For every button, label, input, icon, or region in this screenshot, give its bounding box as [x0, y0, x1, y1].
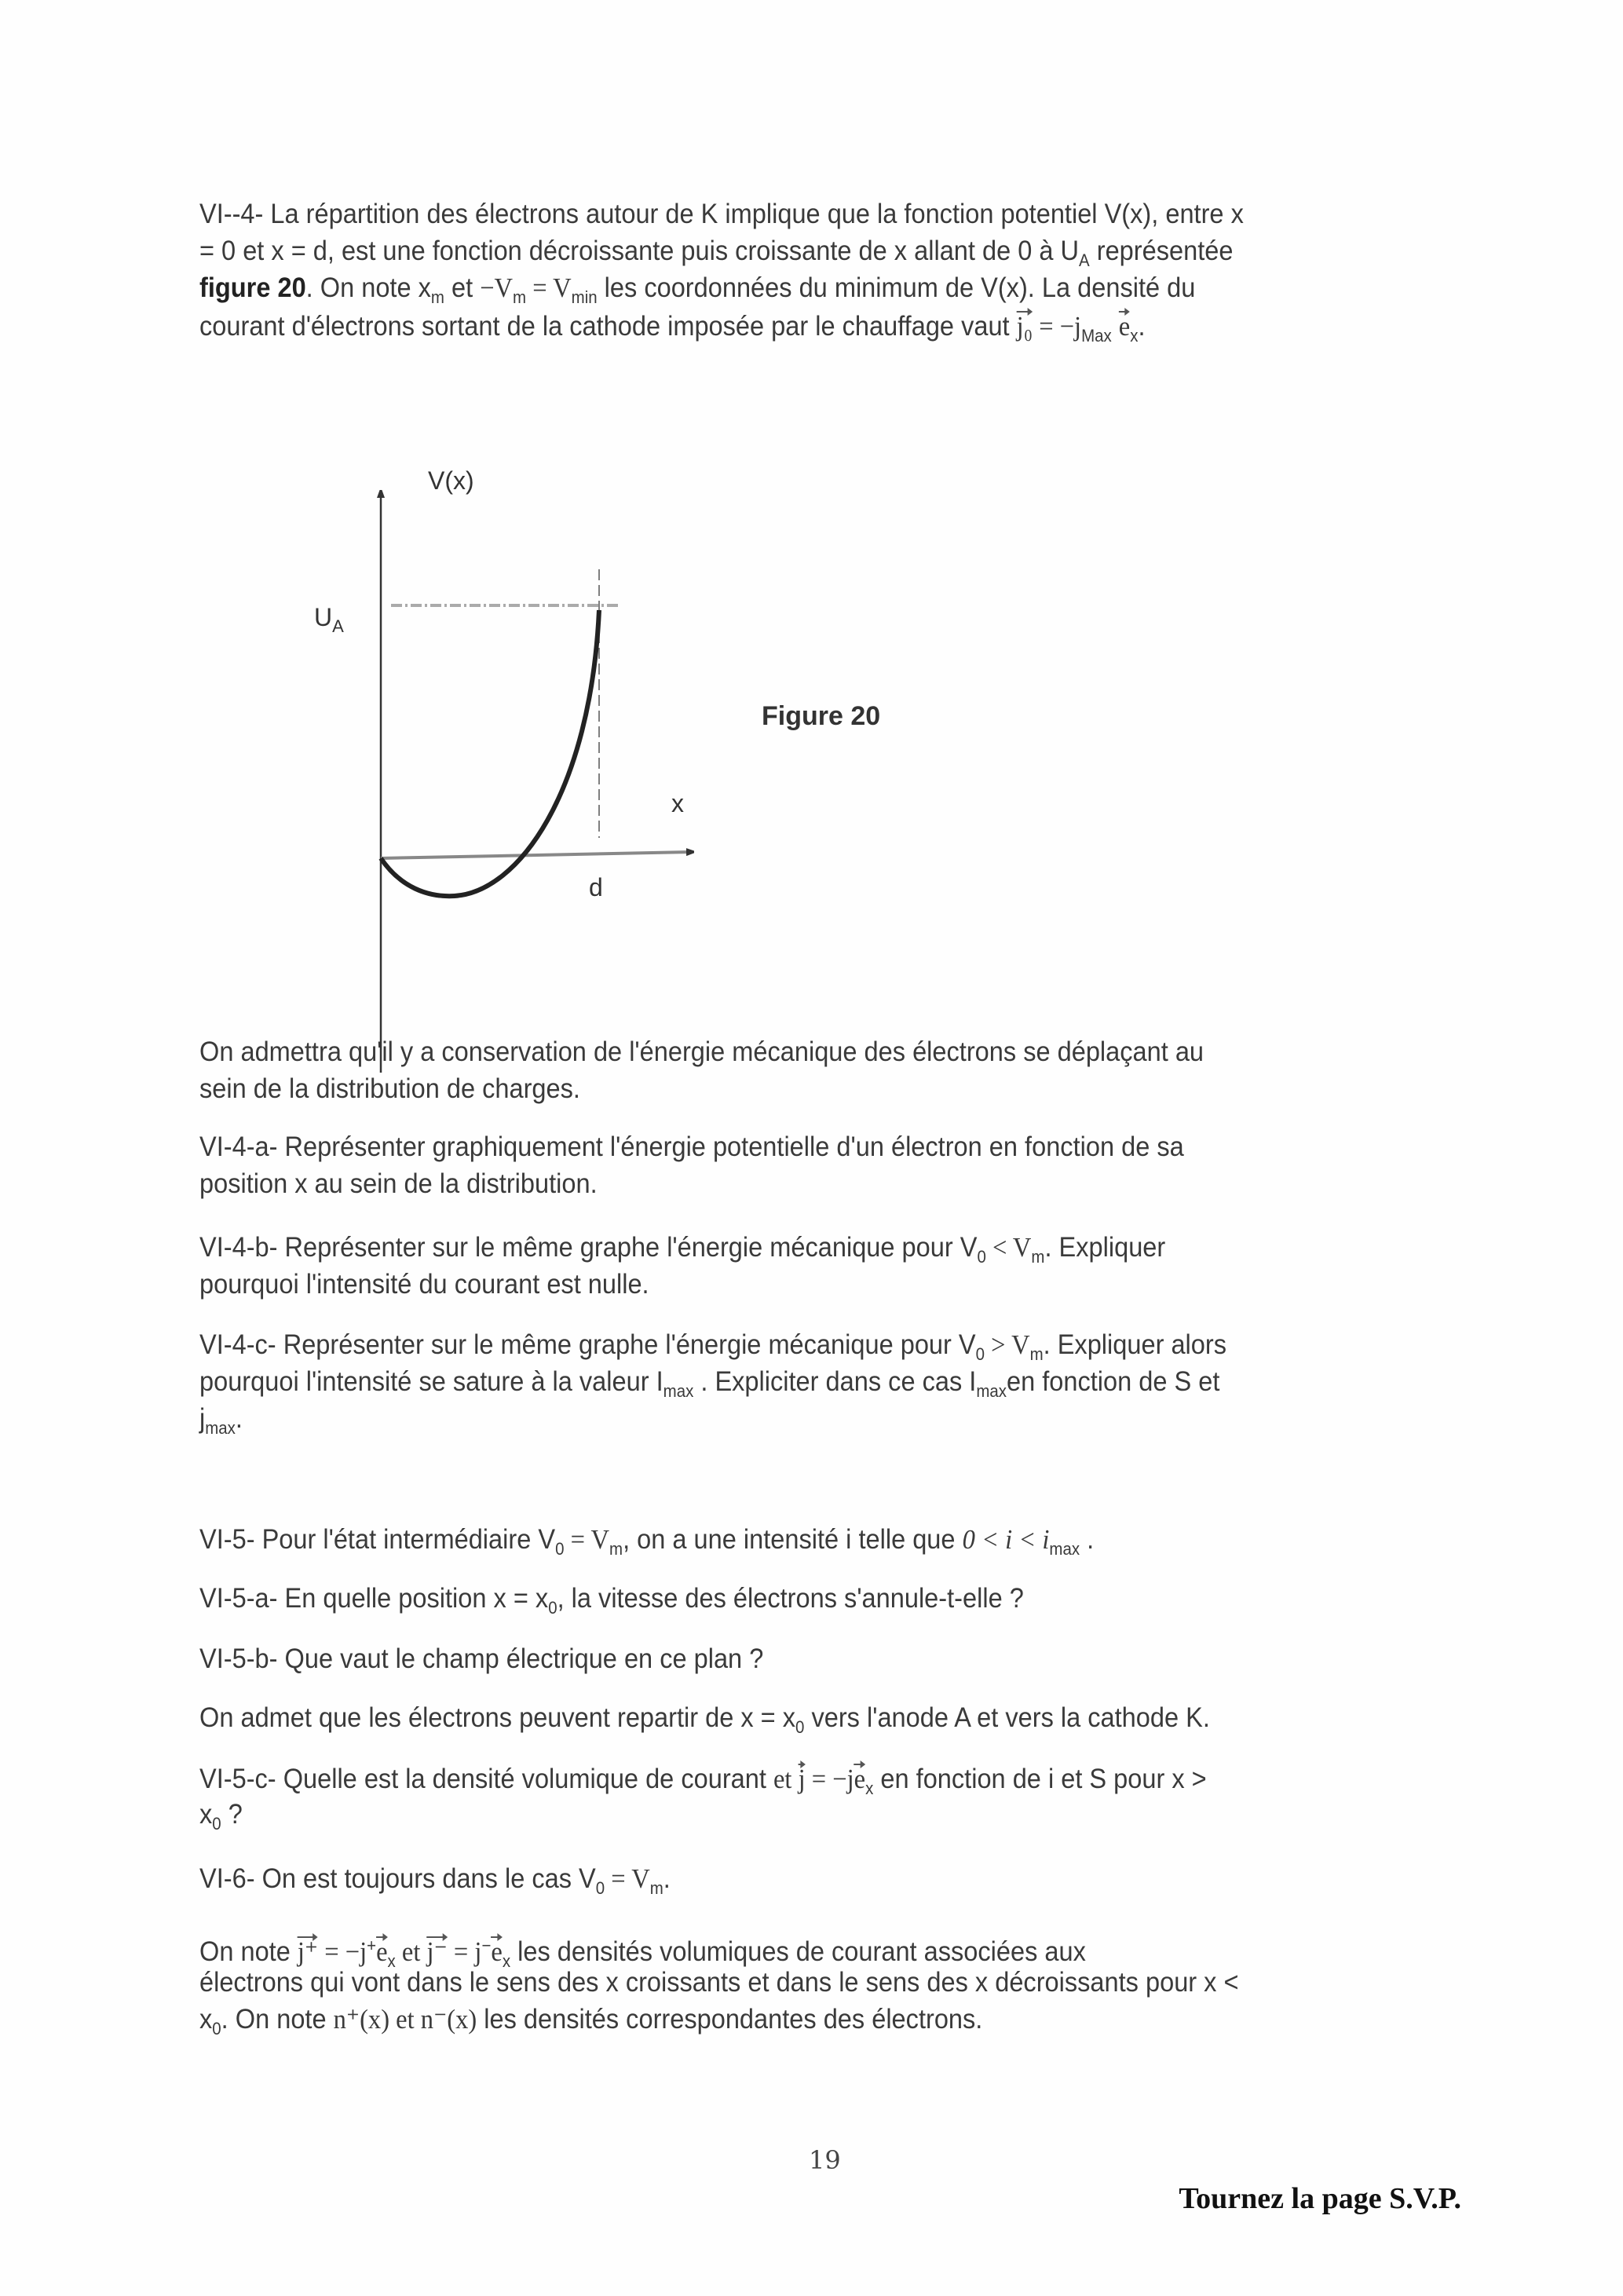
text-line [199, 2001, 1368, 2038]
text-segment: courant d'électrons sortant de la cathode imposée par le chauffage vaut [199, 311, 1017, 342]
text-segment: j [199, 1403, 206, 1434]
math-segment: = −j [1033, 311, 1082, 342]
subscript: max [1049, 1539, 1080, 1559]
subscript: min [571, 287, 598, 307]
paragraph-p8 [199, 1640, 1456, 1677]
d-label: d [589, 873, 603, 901]
subscript: max [976, 1381, 1007, 1401]
subscript: max [663, 1381, 694, 1401]
text-line [199, 1927, 1368, 1971]
text-segment: ? [221, 1799, 243, 1830]
subscript: 0 [548, 1598, 557, 1618]
text-segment: . [1080, 1524, 1095, 1555]
math-segment: 0 < i < i [962, 1524, 1050, 1555]
x-axis-label: x [671, 789, 684, 817]
paragraph-p1 [199, 196, 1456, 343]
text-segment: en fonction de i et S pour x > [873, 1764, 1207, 1794]
text-segment: On admettra qu'il y a conservation de l'énergie mécanique des électrons se déplaçant au [199, 1036, 1204, 1067]
paragraph-p9 [199, 1699, 1456, 1736]
vector-symbol: e [491, 1932, 502, 1970]
text-line [199, 1165, 1368, 1202]
text-segment: les densités volumiques de courant associées aux [510, 1936, 1086, 1967]
text-line [199, 269, 1368, 306]
text-segment: , on a une intensité i telle que [623, 1524, 963, 1555]
subscript: 0 [212, 2019, 221, 2038]
paragraph-p4 [199, 1229, 1456, 1303]
subscript: x [865, 1779, 874, 1798]
vector-symbol: j⁻ [427, 1932, 448, 1970]
ua-label [314, 603, 344, 637]
paragraph-p6 [199, 1521, 1456, 1558]
subscript: 0 [212, 1814, 221, 1834]
text-segment: VI-4-b- Représenter sur le même graphe l'énergie mécanique pour V [199, 1232, 978, 1263]
text-line [199, 1759, 1368, 1796]
text-segment: VI-6- On est toujours dans le cas V [199, 1863, 596, 1894]
paragraph-p5 [199, 1326, 1456, 1437]
text-line [199, 196, 1368, 232]
text-line [199, 1363, 1368, 1400]
text-segment: . Expliquer [1044, 1232, 1166, 1263]
vector-symbol: e [854, 1759, 865, 1797]
text-segment: . Expliciter dans ce cas I [693, 1366, 977, 1397]
math-segment: = j [447, 1936, 482, 1967]
text-segment: pourquoi l'intensité se sature à la valeur I [199, 1366, 663, 1397]
subscript: 0 [977, 1247, 986, 1267]
paragraph-p10 [199, 1759, 1456, 1833]
math-segment: < V [985, 1232, 1032, 1263]
math-segment: −V [480, 272, 514, 303]
math-segment: et [395, 1936, 427, 1967]
subscript: m [609, 1539, 623, 1559]
ua-label-sub: A [332, 616, 344, 636]
text-line [199, 1400, 1368, 1437]
text-segment: VI-4-c- Représenter sur le même graphe l'énergie mécanique pour V [199, 1329, 976, 1360]
text-segment: . On note [221, 2004, 334, 2035]
text-line [199, 1521, 1368, 1558]
text-segment: x [199, 2004, 213, 2035]
x-axis [381, 852, 691, 858]
text-segment: représentée [1089, 236, 1234, 266]
text-segment: les densités correspondantes des électrons. [477, 2004, 983, 2035]
subscript: 0 [555, 1539, 565, 1559]
text-segment: x [199, 1799, 213, 1830]
text-segment: . Expliquer alors [1043, 1329, 1227, 1360]
text-line [199, 1796, 1368, 1833]
potential-graph [283, 455, 911, 1084]
y-axis-label: V(x) [428, 466, 474, 495]
subscript: 0 [595, 1878, 605, 1898]
text-line [199, 1860, 1368, 1897]
paragraph-p12 [199, 1927, 1456, 2038]
math-segment: = −j [318, 1936, 367, 1967]
text-segment: sein de la distribution de charges. [199, 1073, 580, 1104]
text-segment: en fonction de S et [1006, 1366, 1220, 1397]
subscript: m [1031, 1247, 1045, 1267]
text-segment: . [1138, 311, 1146, 342]
text-segment: position x au sein de la distribution. [199, 1168, 598, 1199]
text-segment: et [444, 272, 481, 303]
text-segment: , la vitesse des électrons s'annule-t-elle ? [557, 1583, 1024, 1614]
text-segment: On note [199, 1936, 298, 1967]
text-segment: VI-5- Pour l'état intermédiaire V [199, 1524, 556, 1555]
text-segment: VI-5-c- Quelle est la densité volumique de courant [199, 1764, 773, 1794]
math-segment: = V [564, 1524, 610, 1555]
math-segment: figure 20 [199, 272, 306, 303]
subscript: x [387, 1951, 396, 1971]
vector-symbol: e [1119, 306, 1130, 345]
math-segment: = V [526, 272, 572, 303]
math-segment: > V [985, 1329, 1030, 1360]
text-line [199, 1128, 1368, 1165]
paragraph-p11 [199, 1860, 1456, 1897]
subscript: A [1079, 250, 1090, 270]
subscript: m [513, 287, 527, 307]
text-line [199, 232, 1368, 269]
text-segment: les coordonnées du minimum de V(x). La densité du [597, 272, 1196, 303]
subscript: 0 [975, 1344, 985, 1364]
text-segment: pourquoi l'intensité du courant est nulle. [199, 1269, 649, 1300]
subscript: x [502, 1951, 511, 1971]
vector-symbol: e [376, 1932, 387, 1970]
text-line [199, 1229, 1368, 1266]
math-segment: n⁺(x) et n⁻(x) [333, 2004, 477, 2035]
text-segment: VI-4-a- Représenter graphiquement l'énergie potentielle d'un électron en fonction de sa [199, 1132, 1184, 1162]
subscript: m [430, 287, 444, 307]
text-segment: électrons qui vont dans le sens des x croissants et dans le sens des x décroissants pour x < [199, 1967, 1239, 1998]
turn-page-note: Tournez la page S.V.P. [1179, 2182, 1461, 2215]
ua-label-main: U [314, 603, 333, 631]
text-line [199, 306, 1368, 343]
subscript: max [205, 1418, 236, 1438]
text-line [199, 1266, 1368, 1303]
text-segment: . [663, 1863, 671, 1894]
subscript: 0 [795, 1717, 805, 1737]
math-segment: = V [605, 1863, 650, 1894]
subscript: x [1130, 326, 1139, 345]
text-line [199, 1640, 1368, 1677]
figure-caption: Figure 20 [762, 701, 881, 731]
text-segment: = 0 et x = d, est une fonction décroissante puis croissante de x allant de 0 à U [199, 236, 1080, 266]
text-line [199, 1326, 1368, 1363]
subscript: Max [1081, 326, 1112, 345]
text-segment: VI-5-a- En quelle position x = x [199, 1583, 549, 1614]
text-segment: On admet que les électrons peuvent repartir de x = x [199, 1702, 796, 1733]
text-line [199, 1699, 1368, 1736]
text-segment [1112, 311, 1119, 342]
math-segment: = −j [805, 1764, 854, 1794]
superscript: − [481, 1936, 492, 1955]
text-segment: . On note x [305, 272, 431, 303]
math-segment: et [773, 1764, 799, 1794]
text-segment: . [235, 1403, 243, 1434]
paragraph-p3 [199, 1128, 1456, 1202]
page-number: 19 [809, 2145, 841, 2175]
vector-symbol: j [799, 1759, 806, 1797]
text-segment: vers l'anode A et vers la cathode K. [804, 1702, 1210, 1733]
text-segment: VI-5-b- Que vaut le champ électrique en ce plan ? [199, 1643, 764, 1674]
paragraph-p7 [199, 1580, 1456, 1617]
text-line [199, 1580, 1368, 1617]
subscript: m [649, 1878, 663, 1898]
figure-20-diagram [283, 455, 911, 1084]
text-line [199, 1964, 1368, 2001]
text-segment: VI--4- La répartition des électrons autour de K implique que la fonction potentiel V(x), entre x [199, 199, 1244, 229]
subscript: m [1029, 1344, 1044, 1364]
vector-symbol: j⁺ [298, 1932, 318, 1970]
vector-symbol: j₀ [1017, 306, 1033, 345]
superscript: + [367, 1936, 377, 1955]
